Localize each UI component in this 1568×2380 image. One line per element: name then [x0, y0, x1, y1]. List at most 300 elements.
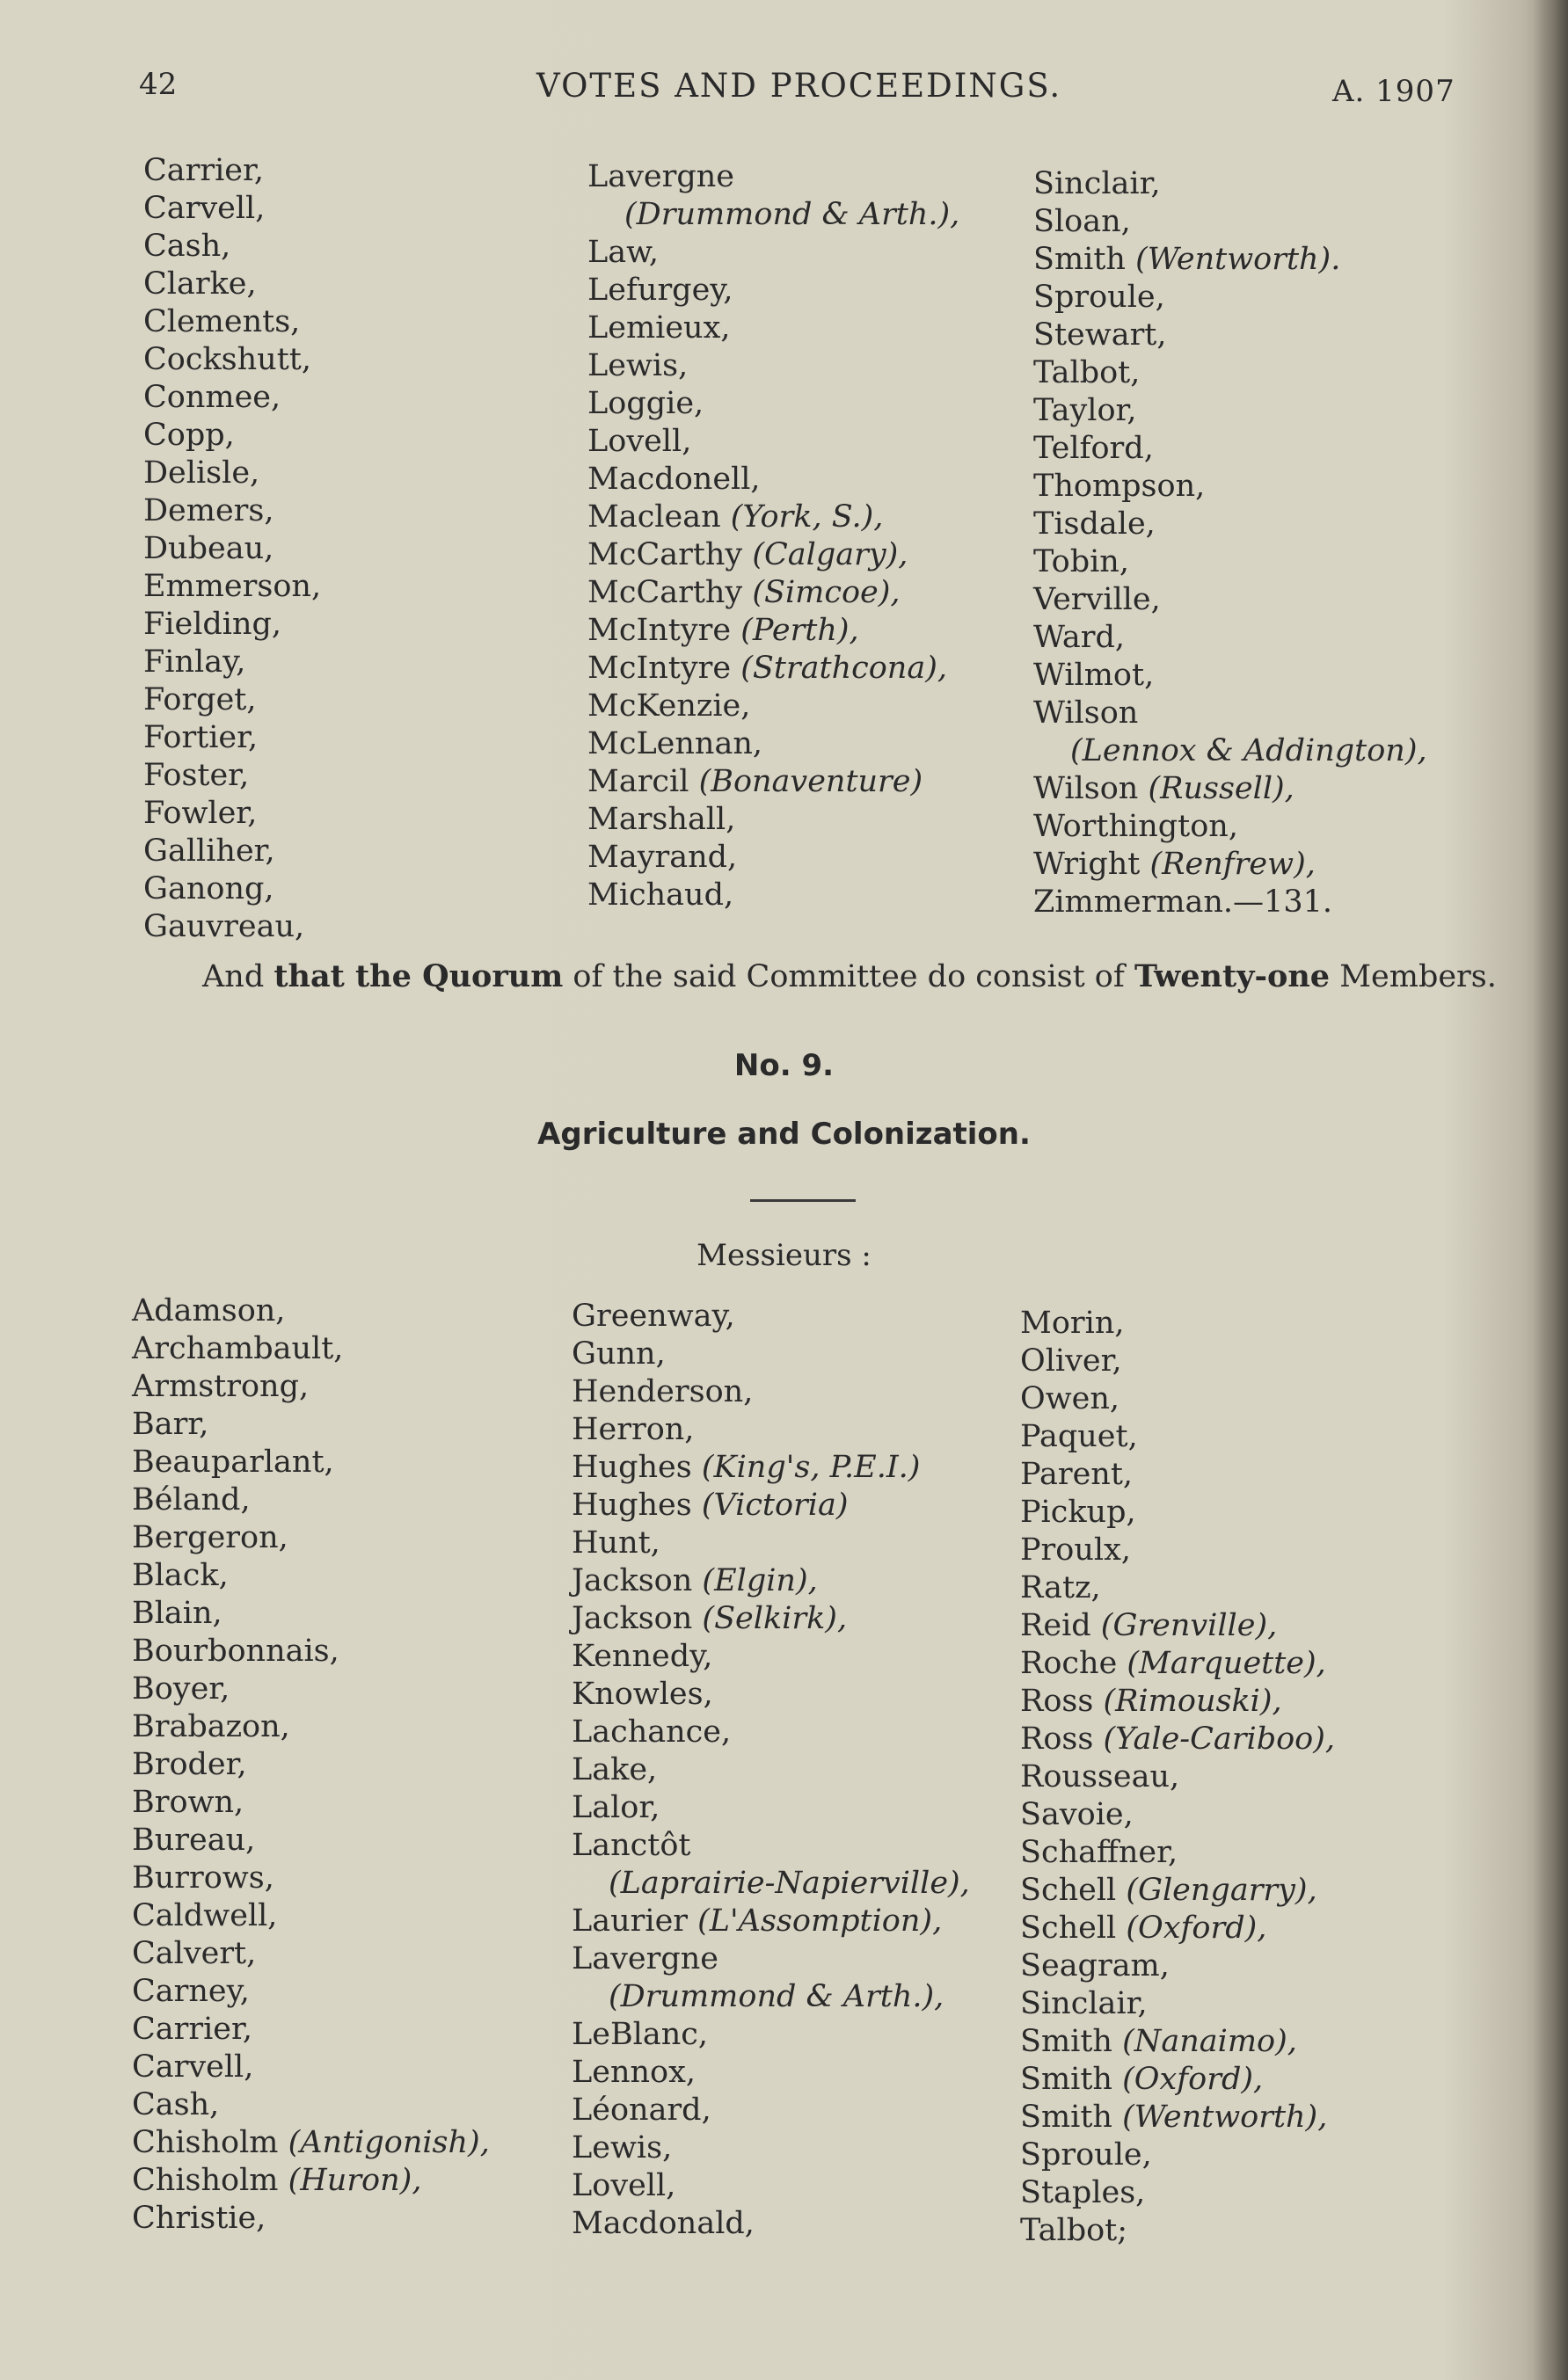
member-name: Dubeau,: [143, 531, 274, 566]
member-entry: [143, 795, 321, 833]
member-entry: [587, 461, 959, 499]
member-name: Emmerson,: [143, 569, 322, 604]
member-entry: [572, 1525, 970, 1562]
member-name: Roche: [1020, 1646, 1127, 1681]
member-entry: [572, 2054, 970, 2092]
member-name: Hunt,: [572, 1525, 660, 1561]
member-name: Chisholm: [132, 2125, 288, 2160]
member-entry: [143, 341, 321, 379]
member-name: Marshall,: [587, 802, 736, 837]
member-name: Mayrand,: [587, 840, 738, 875]
member-name: Brabazon,: [132, 1709, 290, 1744]
member-entry: [132, 2200, 490, 2238]
member-name: Schell: [1020, 1873, 1127, 1908]
quorum-text: of the said Committee do consist of: [563, 959, 1134, 994]
member-entry: [1033, 581, 1427, 619]
member-name: Clarke,: [143, 266, 257, 302]
member-name: Cockshutt,: [143, 342, 311, 377]
member-entry: [132, 1557, 490, 1595]
member-riding: (Perth),: [740, 613, 859, 648]
member-entry: [572, 2205, 970, 2243]
member-entry: [587, 763, 959, 801]
member-entry: [1020, 1872, 1335, 1910]
member-entry: [1033, 468, 1427, 506]
member-entry: [587, 385, 959, 423]
member-name: Burrows,: [132, 1860, 274, 1896]
member-entry: [143, 908, 321, 946]
committee-number: No. 9.: [733, 1048, 835, 1083]
member-riding: (L'Assomption),: [697, 1903, 943, 1939]
member-name: Wright: [1033, 847, 1150, 882]
member-name: Sinclair,: [1020, 1986, 1148, 2021]
member-entry: [1020, 1456, 1335, 1494]
member-entry: [587, 650, 959, 688]
member-entry: [1020, 2061, 1335, 2099]
member-name: Staples,: [1020, 2175, 1146, 2210]
member-riding: (Rimouski),: [1103, 1684, 1282, 1719]
member-entry: [132, 1860, 490, 1897]
member-entry: [572, 1600, 970, 1638]
member-entry: [132, 1973, 490, 2011]
member-entry: [1033, 430, 1427, 468]
member-name: Laurier: [572, 1903, 698, 1939]
member-riding: (Wentworth).: [1135, 242, 1341, 277]
member-name: Maclean: [587, 499, 731, 535]
member-name: Hughes: [572, 1450, 702, 1485]
member-entry: [143, 681, 321, 719]
member-entry: [1033, 317, 1427, 354]
member-name: Lachance,: [572, 1714, 732, 1750]
member-name: Bourbonnais,: [132, 1634, 339, 1669]
member-entry: [1033, 732, 1427, 770]
member-name: Ross: [1020, 1684, 1104, 1719]
member-entry: [1020, 1343, 1335, 1380]
member-riding: (Grenville),: [1100, 1608, 1278, 1643]
member-entry: [1033, 695, 1427, 732]
member-name: Paquet,: [1020, 1419, 1138, 1454]
member-name: Reid: [1020, 1608, 1101, 1643]
member-name: Macdonell,: [587, 462, 761, 497]
member-riding: (Oxford),: [1126, 1911, 1267, 1946]
member-entry: [132, 1595, 490, 1633]
member-name: Ganong,: [143, 871, 274, 906]
member-entry: [1020, 2023, 1335, 2061]
member-entry: [1033, 506, 1427, 543]
page-number: 42: [139, 67, 178, 102]
member-name: Carvell,: [132, 2049, 254, 2085]
member-entry: [1020, 1947, 1335, 1985]
member-entry: [132, 2011, 490, 2049]
member-name: Savoie,: [1020, 1797, 1134, 1832]
member-entry: [143, 530, 321, 568]
member-entry: [1033, 884, 1427, 921]
member-name: McLennan,: [587, 726, 763, 761]
member-name: Finlay,: [143, 644, 246, 680]
member-name: Clements,: [143, 304, 301, 339]
member-entry: [132, 1406, 490, 1444]
member-entry: [1020, 1985, 1335, 2023]
member-entry: [1020, 1607, 1335, 1645]
member-name: Ross: [1020, 1721, 1104, 1757]
member-entry: [132, 1481, 490, 1519]
member-entry: [1020, 2174, 1335, 2212]
member-entry: [1020, 1532, 1335, 1569]
member-entry: [1033, 770, 1427, 808]
member-name: Thompson,: [1033, 469, 1206, 504]
member-entry: [132, 1822, 490, 1860]
quorum-text: Quorum: [422, 958, 564, 994]
member-riding: (Huron),: [288, 2163, 422, 2198]
session-label: A. 1907: [1332, 74, 1455, 109]
member-name: Sproule,: [1020, 2137, 1152, 2173]
member-entry: [587, 309, 959, 347]
quorum-text: Twenty-one: [1134, 958, 1331, 994]
member-riding: (Antigonish),: [288, 2125, 490, 2160]
member-entry: [1020, 1380, 1335, 1418]
member-riding: (Yale-Cariboo),: [1103, 1721, 1336, 1757]
member-entry: [587, 347, 959, 385]
member-entry: [143, 870, 321, 908]
member-name: Foster,: [143, 758, 250, 793]
member-name: Smith: [1033, 242, 1136, 277]
member-entry: [1020, 1910, 1335, 1947]
members-column-2: [587, 158, 959, 914]
member-name: Broder,: [132, 1747, 247, 1782]
member-name: Copp,: [143, 418, 235, 453]
member-name: Carney,: [132, 1974, 250, 2009]
member-entry: [587, 574, 959, 612]
member-name: Bureau,: [132, 1823, 256, 1858]
member-riding: (Nanaimo),: [1122, 2024, 1297, 2059]
member-entry: [143, 266, 321, 303]
member-name: Sloan,: [1033, 204, 1131, 239]
member-name: Wilson: [1033, 771, 1149, 806]
member-entry: [143, 190, 321, 228]
member-name: Demers,: [143, 493, 274, 528]
member-entry: [572, 1789, 970, 1827]
member-name: Lake,: [572, 1752, 658, 1787]
member-name: Ratz,: [1020, 1570, 1101, 1605]
member-entry: [1033, 354, 1427, 392]
member-entry: [1033, 279, 1427, 317]
member-entry: [1020, 1645, 1335, 1683]
member-name: Greenway,: [572, 1299, 735, 1334]
member-name: Calvert,: [132, 1936, 257, 1971]
member-name: Gauvreau,: [143, 909, 305, 944]
member-entry: [1020, 1796, 1335, 1834]
member-name: McCarthy: [587, 537, 753, 572]
page-header: [0, 62, 1568, 114]
member-name: Taylor,: [1033, 393, 1137, 428]
member-name: Worthington,: [1033, 809, 1238, 844]
member-entry: [587, 688, 959, 725]
member-name: Black,: [132, 1558, 229, 1593]
member-name: Beauparlant,: [132, 1445, 334, 1480]
member-entry: [1020, 1683, 1335, 1721]
member-entry: [572, 1336, 970, 1373]
member-entry: [143, 455, 321, 492]
member-entry: [572, 1827, 970, 1865]
member-riding: (Calgary),: [752, 537, 908, 572]
member-entry: [132, 1519, 490, 1557]
member-name: Telford,: [1033, 431, 1154, 466]
member-entry: [132, 2162, 490, 2200]
member-name: McIntyre: [587, 651, 741, 686]
member-name: Macdonald,: [572, 2206, 755, 2241]
member-entry: [132, 1746, 490, 1784]
member-entry: [1020, 1721, 1335, 1758]
member-entry: [143, 757, 321, 795]
member-riding: (York, S.),: [730, 499, 884, 535]
member-name: Lewis,: [572, 2130, 673, 2165]
member-entry: [572, 1978, 970, 2016]
member-name: Smith: [1020, 2062, 1123, 2097]
member-name: Lanctôt: [572, 1828, 691, 1863]
member-entry: [1033, 241, 1427, 279]
member-name: Talbot;: [1020, 2213, 1128, 2248]
member-entry: [1033, 619, 1427, 657]
member-name: Lemieux,: [587, 310, 731, 346]
member-entry: [132, 1330, 490, 1368]
member-name: Carvell,: [143, 191, 266, 226]
member-entry: [572, 1903, 970, 1940]
salutation: Messieurs :: [696, 1238, 872, 1273]
member-name: Sinclair,: [1033, 166, 1161, 201]
member-entry: [1033, 543, 1427, 581]
member-entry: [1020, 1834, 1335, 1872]
member-name: Béland,: [132, 1482, 251, 1518]
running-title: VOTES AND PROCEEDINGS.: [536, 67, 1062, 105]
member-name: McKenzie,: [587, 688, 751, 724]
member-riding: (Wentworth),: [1122, 2100, 1328, 2135]
member-name: Armstrong,: [132, 1369, 310, 1404]
member-entry: [1033, 808, 1427, 846]
member-entry: [143, 303, 321, 341]
member-entry: [587, 536, 959, 574]
member-name: Lavergne: [572, 1941, 718, 1976]
member-name: Tisdale,: [1033, 506, 1156, 542]
member-entry: [587, 272, 959, 309]
member-riding: (Bonaventure): [698, 764, 923, 799]
member-riding: (Strathcona),: [740, 651, 947, 686]
member-entry: [587, 612, 959, 650]
committee-title: Agriculture and Colonization.: [537, 1117, 1031, 1152]
members-column-1: [143, 152, 321, 946]
member-name: Tobin,: [1033, 544, 1129, 579]
member-entry: [143, 833, 321, 870]
member-name: Schell: [1020, 1911, 1127, 1946]
quorum-text: And: [202, 959, 274, 994]
member-entry: [572, 1449, 970, 1487]
member-name: Rousseau,: [1020, 1759, 1180, 1794]
member-name: Schaffner,: [1020, 1835, 1178, 1870]
member-name: Proulx,: [1020, 1532, 1131, 1568]
member-entry: [572, 1638, 970, 1676]
member-entry: [1033, 392, 1427, 430]
member-entry: [143, 492, 321, 530]
member-entry: [572, 1940, 970, 1978]
member-entry: [1033, 165, 1427, 203]
member-riding: (Renfrew),: [1149, 847, 1316, 882]
member-entry: [587, 801, 959, 839]
member-entry: [143, 644, 321, 681]
member-riding: (King's, P.E.I.): [701, 1450, 921, 1485]
member-entry: [132, 1935, 490, 1973]
member-entry: [132, 1444, 490, 1481]
member-entry: [132, 1292, 490, 1330]
member-entry: [1033, 203, 1427, 241]
member-name: Loggie,: [587, 386, 704, 421]
member-riding: (Victoria): [701, 1488, 849, 1523]
member-riding: (Glengarry),: [1126, 1873, 1317, 1908]
member-entry: [1020, 2099, 1335, 2136]
member-entry: [1033, 846, 1427, 884]
member-entry: [1033, 657, 1427, 695]
member-name: Talbot,: [1033, 355, 1141, 390]
member-name: Fortier,: [143, 720, 259, 755]
member-name: Bergeron,: [132, 1520, 288, 1555]
member-entry: [1020, 1494, 1335, 1532]
quorum-text: Members.: [1330, 959, 1497, 994]
member-name: McIntyre: [587, 613, 741, 648]
member-entry: [132, 1708, 490, 1746]
member-name: Sproule,: [1033, 280, 1165, 315]
member-entry: [1020, 2212, 1335, 2250]
member-entry: [587, 725, 959, 763]
member-name: Oliver,: [1020, 1343, 1122, 1379]
member-name: Seagram,: [1020, 1948, 1170, 1983]
member-entry: [572, 1373, 970, 1411]
member-entry: [572, 1865, 970, 1903]
member-entry: [572, 2016, 970, 2054]
member-entry: [587, 196, 959, 234]
member-name: Blain,: [132, 1596, 222, 1631]
member-entry: [1020, 1758, 1335, 1796]
member-name: Cash,: [132, 2087, 220, 2122]
member-entry: [1020, 2136, 1335, 2174]
member-entry: [587, 423, 959, 461]
members-column-3: [1033, 165, 1427, 921]
member-entry: [132, 1368, 490, 1406]
member-entry: [572, 1714, 970, 1751]
member-entry: [572, 2167, 970, 2205]
member-name: McCarthy: [587, 575, 753, 610]
member-name: Lovell,: [587, 424, 692, 459]
member-name: Fowler,: [143, 796, 258, 831]
member-name: Lefurgey,: [587, 273, 733, 308]
page-binding-shadow: [1533, 0, 1568, 2380]
member-name: Stewart,: [1033, 317, 1167, 353]
member-name: Law,: [587, 235, 660, 270]
member-entry: [572, 1676, 970, 1714]
member-name: Lalor,: [572, 1790, 660, 1825]
member-name: Chisholm: [132, 2163, 288, 2198]
member-entry: [572, 1298, 970, 1336]
member-entry: [587, 877, 959, 914]
member-name: Smith: [1020, 2100, 1123, 2135]
members-column-1: [132, 1292, 490, 2238]
member-name: Cash,: [143, 229, 231, 264]
member-name: Herron,: [572, 1412, 695, 1447]
members-column-3: [1020, 1305, 1335, 2250]
member-name: Jackson: [572, 1601, 703, 1636]
member-entry: [132, 1633, 490, 1670]
member-name: Pickup,: [1020, 1495, 1136, 1530]
members-column-2: [572, 1298, 970, 2243]
member-name: Boyer,: [132, 1671, 230, 1707]
member-entry: [143, 719, 321, 757]
member-entry: [572, 1751, 970, 1789]
member-name: Verville,: [1033, 582, 1161, 617]
member-name: Parent,: [1020, 1457, 1134, 1492]
member-name: Morin,: [1020, 1306, 1125, 1341]
member-riding: (Russell),: [1148, 771, 1295, 806]
member-name: Hughes: [572, 1488, 702, 1523]
member-entry: [587, 499, 959, 536]
member-name: Henderson,: [572, 1374, 754, 1409]
member-name: Barr,: [132, 1407, 209, 1442]
member-riding: (Drummond & Arth.),: [624, 197, 960, 232]
member-name: Conmee,: [143, 380, 281, 415]
member-entry: [587, 839, 959, 877]
member-name: Jackson: [572, 1563, 703, 1598]
member-riding: (Oxford),: [1122, 2062, 1264, 2097]
member-entry: [132, 1897, 490, 1935]
member-entry: [1020, 1569, 1335, 1607]
member-name: Ward,: [1033, 620, 1126, 655]
member-riding: (Selkirk),: [702, 1601, 848, 1636]
member-entry: [1020, 1418, 1335, 1456]
member-riding: (Laprairie-Napierville),: [609, 1866, 970, 1901]
member-entry: [572, 2129, 970, 2167]
member-entry: [132, 2086, 490, 2124]
member-name: Gunn,: [572, 1336, 666, 1372]
member-riding: (Simcoe),: [752, 575, 901, 610]
member-entry: [132, 2124, 490, 2162]
member-entry: [143, 228, 321, 266]
member-name: Carrier,: [143, 153, 265, 188]
divider-rule: [750, 1199, 856, 1202]
member-riding: (Elgin),: [702, 1563, 818, 1598]
member-name: Zimmerman.—131.: [1033, 884, 1332, 920]
member-name: Lewis,: [587, 348, 689, 383]
member-name: Galliher,: [143, 833, 275, 869]
member-entry: [572, 1487, 970, 1525]
member-entry: [587, 234, 959, 272]
member-name: Marcil: [587, 764, 699, 799]
member-entry: [143, 417, 321, 455]
member-entry: [143, 568, 321, 606]
member-name: Smith: [1020, 2024, 1123, 2059]
member-name: Adamson,: [132, 1293, 286, 1328]
member-entry: [587, 158, 959, 196]
member-name: Fielding,: [143, 607, 282, 642]
member-entry: [132, 1670, 490, 1708]
member-entry: [143, 606, 321, 644]
member-name: Carrier,: [132, 2012, 253, 2047]
member-name: Archambault,: [132, 1331, 344, 1366]
member-name: Wilmot,: [1033, 658, 1155, 693]
member-name: Owen,: [1020, 1381, 1120, 1416]
member-riding: (Marquette),: [1127, 1646, 1326, 1681]
member-name: Wilson: [1033, 695, 1139, 731]
member-entry: [132, 2049, 490, 2086]
member-riding: (Drummond & Arth.),: [609, 1979, 944, 2014]
member-name: Lennox,: [572, 2055, 696, 2090]
member-name: Brown,: [132, 1785, 244, 1820]
member-name: Lavergne: [587, 159, 734, 194]
member-name: LeBlanc,: [572, 2017, 709, 2052]
